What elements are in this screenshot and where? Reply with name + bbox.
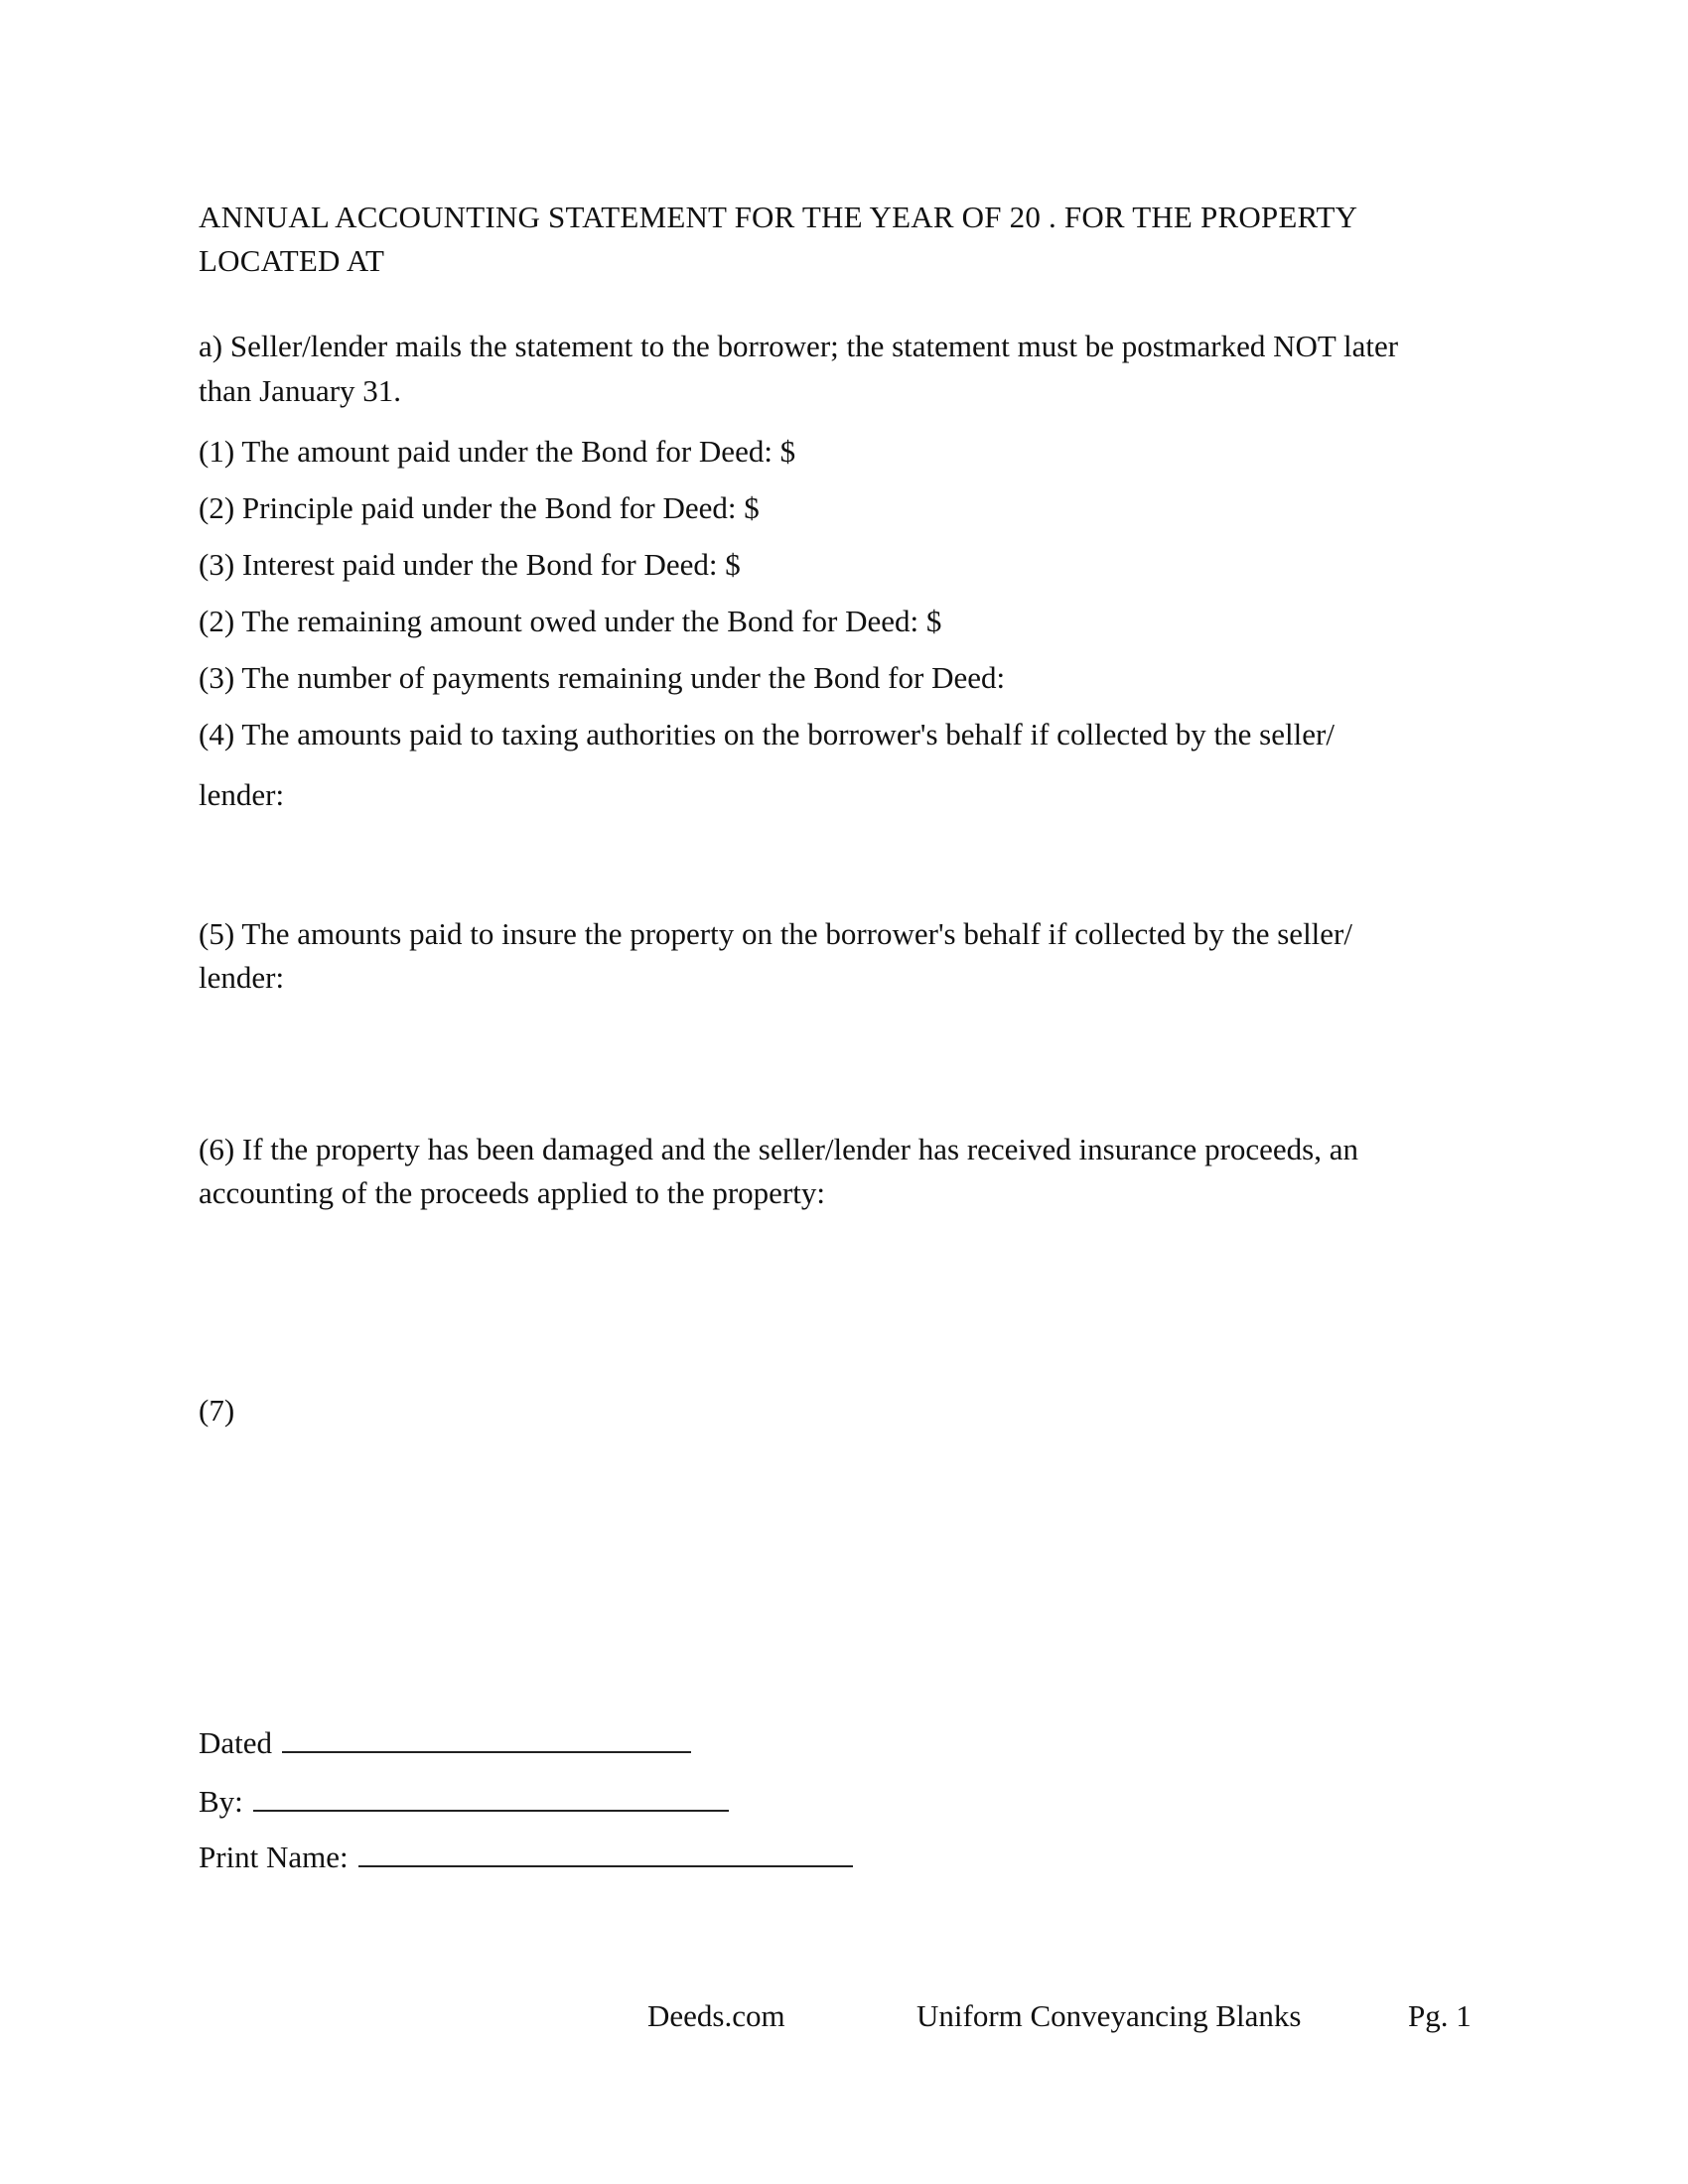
by-row xyxy=(199,1782,729,1817)
item-insurance-line-1: (5) The amounts paid to insure the property on the borrower's behalf if collected by the seller/ xyxy=(199,916,1352,951)
item-principle-paid: (2) Principle paid under the Bond for Deed: $ xyxy=(199,490,760,525)
footer-page-number: Pg. 1 xyxy=(1408,1998,1472,2033)
print-name-blank-line[interactable] xyxy=(358,1838,853,1867)
by-label: By: xyxy=(199,1784,243,1819)
item-taxes-line-1: (4) The amounts paid to taxing authorities on the borrower's behalf if collected by the seller/ xyxy=(199,717,1335,751)
item-damage-line-1: (6) If the property has been damaged and the seller/lender has received insurance proceeds, an xyxy=(199,1132,1358,1166)
intro-line-2: than January 31. xyxy=(199,373,402,408)
dated-label: Dated xyxy=(199,1725,273,1760)
item-seven: (7) xyxy=(199,1393,235,1428)
dated-blank-line[interactable] xyxy=(282,1723,691,1753)
statement-heading-line-2: LOCATED AT xyxy=(199,243,385,278)
statement-heading-line-1: ANNUAL ACCOUNTING STATEMENT FOR THE YEAR OF 20 . FOR THE PROPERTY xyxy=(199,200,1358,234)
item-payments-remaining: (3) The number of payments remaining under the Bond for Deed: xyxy=(199,660,1006,695)
by-blank-line[interactable] xyxy=(253,1782,729,1812)
item-damage-line-2: accounting of the proceeds applied to the property: xyxy=(199,1175,825,1210)
intro-line-1: a) Seller/lender mails the statement to the borrower; the statement must be postmarked NOT later xyxy=(199,329,1399,363)
item-remaining-owed: (2) The remaining amount owed under the Bond for Deed: $ xyxy=(199,604,942,638)
item-taxes-line-2: lender: xyxy=(199,777,285,812)
item-insurance-line-2: lender: xyxy=(199,960,285,995)
footer-site: Deeds.com xyxy=(647,1998,785,2033)
print-name-label: Print Name: xyxy=(199,1840,349,1874)
footer-series: Uniform Conveyancing Blanks xyxy=(916,1998,1302,2033)
item-amount-paid: (1) The amount paid under the Bond for Deed: $ xyxy=(199,434,796,469)
dated-row xyxy=(199,1723,691,1758)
item-interest-paid: (3) Interest paid under the Bond for Deed: $ xyxy=(199,547,741,582)
print-name-row xyxy=(199,1838,853,1872)
